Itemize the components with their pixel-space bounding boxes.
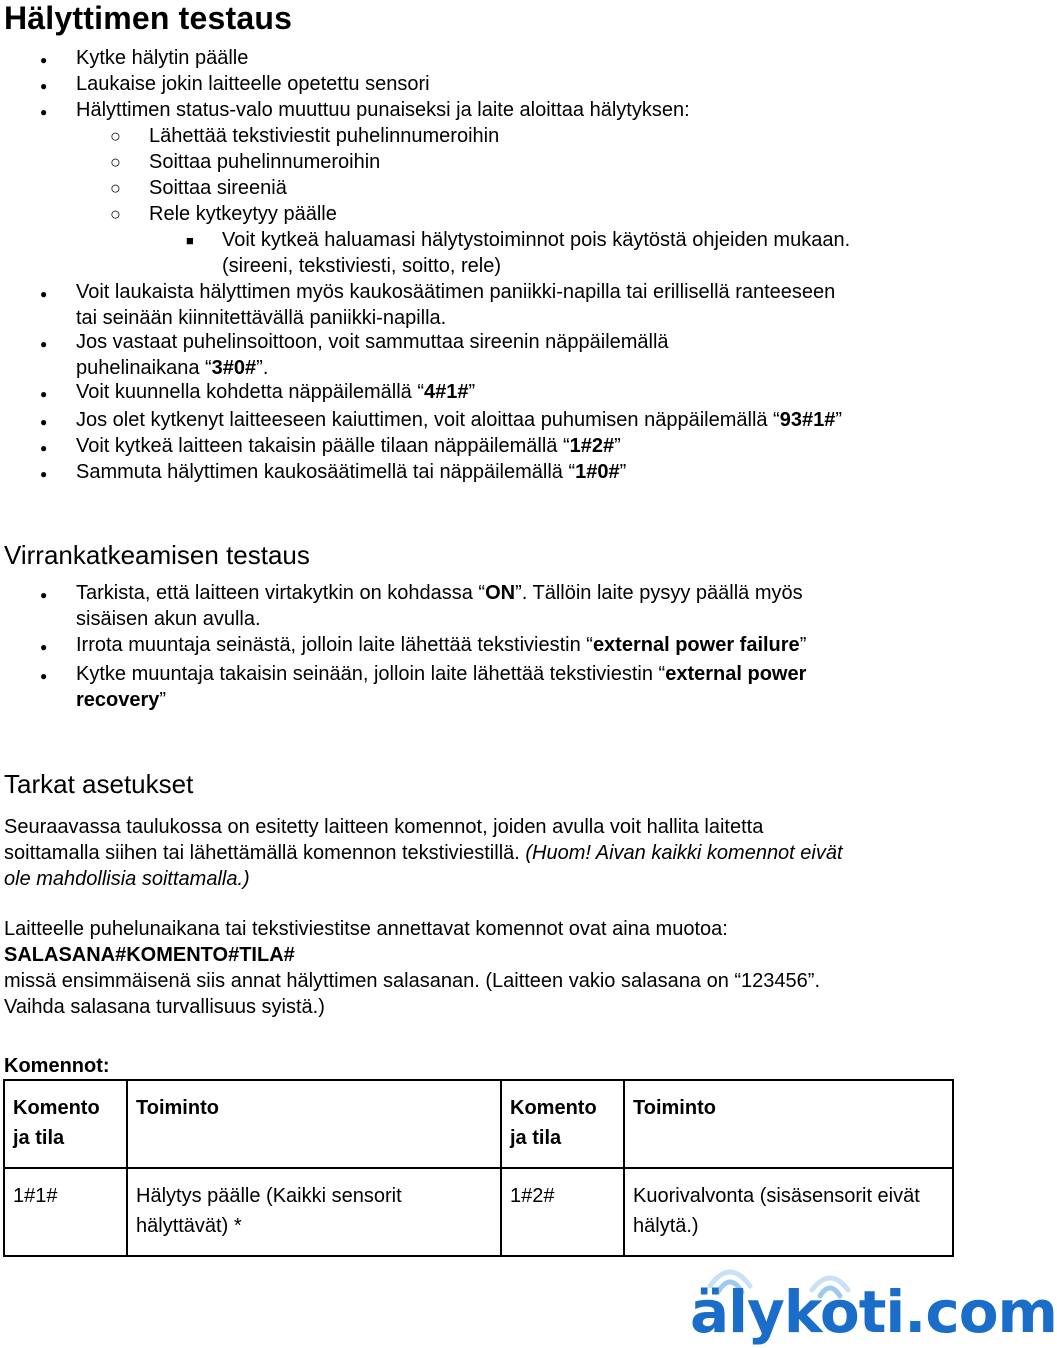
bullet-icon: ● xyxy=(40,467,48,481)
list-item: Lähettää tekstiviestit puhelinnumeroihin xyxy=(149,125,500,147)
alykoti-logo xyxy=(690,1262,1057,1348)
table-header-cell: Komento ja tila xyxy=(4,1080,127,1168)
bullet-icon: ● xyxy=(40,53,48,67)
table-cell: Hälytys päälle (Kaikki sensorit hälyttävät) * xyxy=(127,1168,501,1256)
page-title: Hälyttimen testaus xyxy=(4,0,293,36)
table-cell: Kuorivalvonta (sisäsensorit eivät hälytä.) xyxy=(624,1168,953,1256)
list-item-continuation: recovery” xyxy=(76,689,167,711)
table-header-row xyxy=(4,1080,953,1168)
list-item-continuation: puhelinaikana “3#0#”. xyxy=(76,357,269,379)
hollow-bullet-icon: ○ xyxy=(110,152,121,172)
list-item: Sammuta hälyttimen kaukosäätimellä tai näppäilemällä “1#0#” xyxy=(76,461,627,483)
bullet-icon: ● xyxy=(40,387,48,401)
square-bullet-icon: ■ xyxy=(186,233,194,248)
logo-text: älykoti.com xyxy=(690,1278,1057,1346)
list-item: Jos olet kytkenyt laitteeseen kaiuttimen, voit aloittaa puhumisen näppäilemällä “93#1#” xyxy=(76,409,843,431)
list-item-continuation: sisäisen akun avulla. xyxy=(76,608,261,630)
table-cell: 1#2# xyxy=(501,1168,624,1256)
commands-label: Komennot: xyxy=(4,1055,110,1077)
list-item-continuation: (sireeni, tekstiviesti, soitto, rele) xyxy=(222,255,501,277)
section-title-power: Virrankatkeamisen testaus xyxy=(4,540,310,570)
list-item: Soittaa puhelinnumeroihin xyxy=(149,151,381,173)
bullet-icon: ● xyxy=(40,441,48,455)
bullet-icon: ● xyxy=(40,337,48,351)
list-item: Jos vastaat puhelinsoittoon, voit sammuttaa sireenin näppäilemällä xyxy=(76,331,669,353)
list-item-continuation: tai seinään kiinnitettävällä paniikki-napilla. xyxy=(76,307,447,329)
bullet-icon: ● xyxy=(40,287,48,301)
command-format-paragraph: Laitteelle puhelunaikana tai tekstiviestitse annettavat komennot ovat aina muotoa: SALASANA#KOMENTO#TILA# missä ensimmäisenä siis annat hälyttimen salasanan. (Laitteen vakio salasana on “123456”. Vaihda salasana turvallisuus syistä.) xyxy=(4,918,821,1018)
list-item: Voit kytkeä haluamasi hälytystoiminnot pois käytöstä ohjeiden mukaan. xyxy=(222,229,851,251)
bullet-icon: ● xyxy=(40,640,48,654)
hollow-bullet-icon: ○ xyxy=(110,126,121,146)
list-item: Rele kytkeytyy päälle xyxy=(149,203,337,225)
table-header-cell: Toiminto xyxy=(127,1080,501,1168)
list-item: Laukaise jokin laitteelle opetettu sensori xyxy=(76,73,430,95)
list-item: Hälyttimen status-valo muuttuu punaiseksi ja laite aloittaa hälytyksen: xyxy=(76,99,690,121)
bullet-icon: ● xyxy=(40,105,48,119)
bullet-icon: ● xyxy=(40,79,48,93)
bullet-icon: ● xyxy=(40,415,48,429)
hollow-bullet-icon: ○ xyxy=(110,204,121,224)
list-item: Voit laukaista hälyttimen myös kaukosäätimen paniikki-napilla tai erillisellä ranteeseen xyxy=(76,281,836,303)
table-header-cell: Komento ja tila xyxy=(501,1080,624,1168)
section-title-settings: Tarkat asetukset xyxy=(4,769,194,799)
list-item: Kytke hälytin päälle xyxy=(76,47,249,69)
list-item: Tarkista, että laitteen virtakytkin on kohdassa “ON”. Tällöin laite pysyy päällä myös xyxy=(76,582,803,604)
hollow-bullet-icon: ○ xyxy=(110,178,121,198)
list-item: Voit kuunnella kohdetta näppäilemällä “4#1#” xyxy=(76,381,476,403)
list-item: Soittaa sireeniä xyxy=(149,177,287,199)
list-item: Irrota muuntaja seinästä, jolloin laite lähettää tekstiviestin “external power failure” xyxy=(76,634,807,656)
commands-table xyxy=(3,1079,954,1257)
table-header-cell: Toiminto xyxy=(624,1080,953,1168)
bullet-icon: ● xyxy=(40,588,48,602)
table-cell: 1#1# xyxy=(4,1168,127,1256)
settings-intro-paragraph: Seuraavassa taulukossa on esitetty laitteen komennot, joiden avulla voit hallita laitetta soittamalla siihen tai lähettämällä komennon tekstiviestillä. (Huom! Aivan kaikki komennot eivät ole mahdollisia soittamalla.) xyxy=(4,816,843,890)
table-row xyxy=(4,1168,953,1256)
bullet-icon: ● xyxy=(40,669,48,683)
list-item: Voit kytkeä laitteen takaisin päälle tilaan näppäilemällä “1#2#” xyxy=(76,435,621,457)
list-item: Kytke muuntaja takaisin seinään, jolloin laite lähettää tekstiviestin “external power xyxy=(76,663,807,685)
